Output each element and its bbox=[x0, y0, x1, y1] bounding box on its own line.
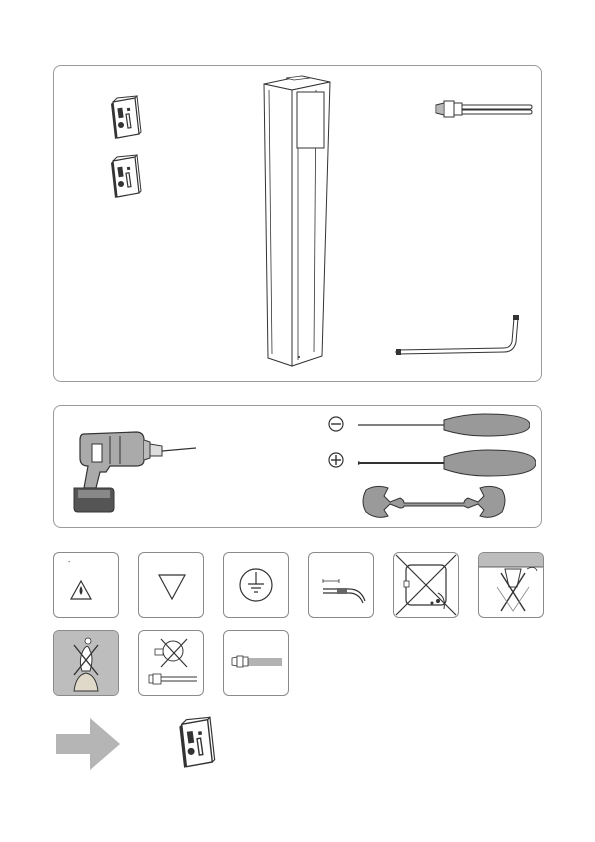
phillips-screwdriver-icon bbox=[354, 446, 536, 480]
energy-saving-bulb-tile bbox=[223, 630, 289, 696]
tools-panel bbox=[53, 405, 542, 528]
continue-arrow-icon bbox=[56, 718, 122, 770]
power-drill-icon bbox=[70, 424, 200, 516]
phillips-symbol-icon bbox=[328, 452, 344, 468]
instruction-manual-icon bbox=[109, 94, 143, 140]
dot-label: - bbox=[68, 559, 71, 566]
bollard-lamp-drawing bbox=[256, 72, 336, 368]
parts-panel bbox=[53, 65, 542, 382]
instruction-manual-icon bbox=[177, 712, 217, 772]
earth-ground-tile bbox=[223, 552, 289, 618]
instruction-manual-icon bbox=[109, 153, 143, 199]
no-incandescent-tile bbox=[138, 630, 204, 696]
electrician-warning-tile bbox=[53, 552, 119, 618]
no-covering-tile bbox=[478, 552, 544, 618]
flat-head-symbol-icon bbox=[328, 416, 344, 432]
allen-key-icon bbox=[394, 312, 530, 362]
no-plants-tile bbox=[53, 630, 119, 696]
cable-strip-tile bbox=[308, 552, 374, 618]
energy-saving-bulb-icon bbox=[434, 96, 534, 122]
no-insulating-tile bbox=[393, 552, 459, 618]
inverted-triangle-tile bbox=[138, 552, 204, 618]
open-end-wrench-icon bbox=[360, 482, 508, 524]
flat-screwdriver-icon bbox=[354, 410, 530, 440]
